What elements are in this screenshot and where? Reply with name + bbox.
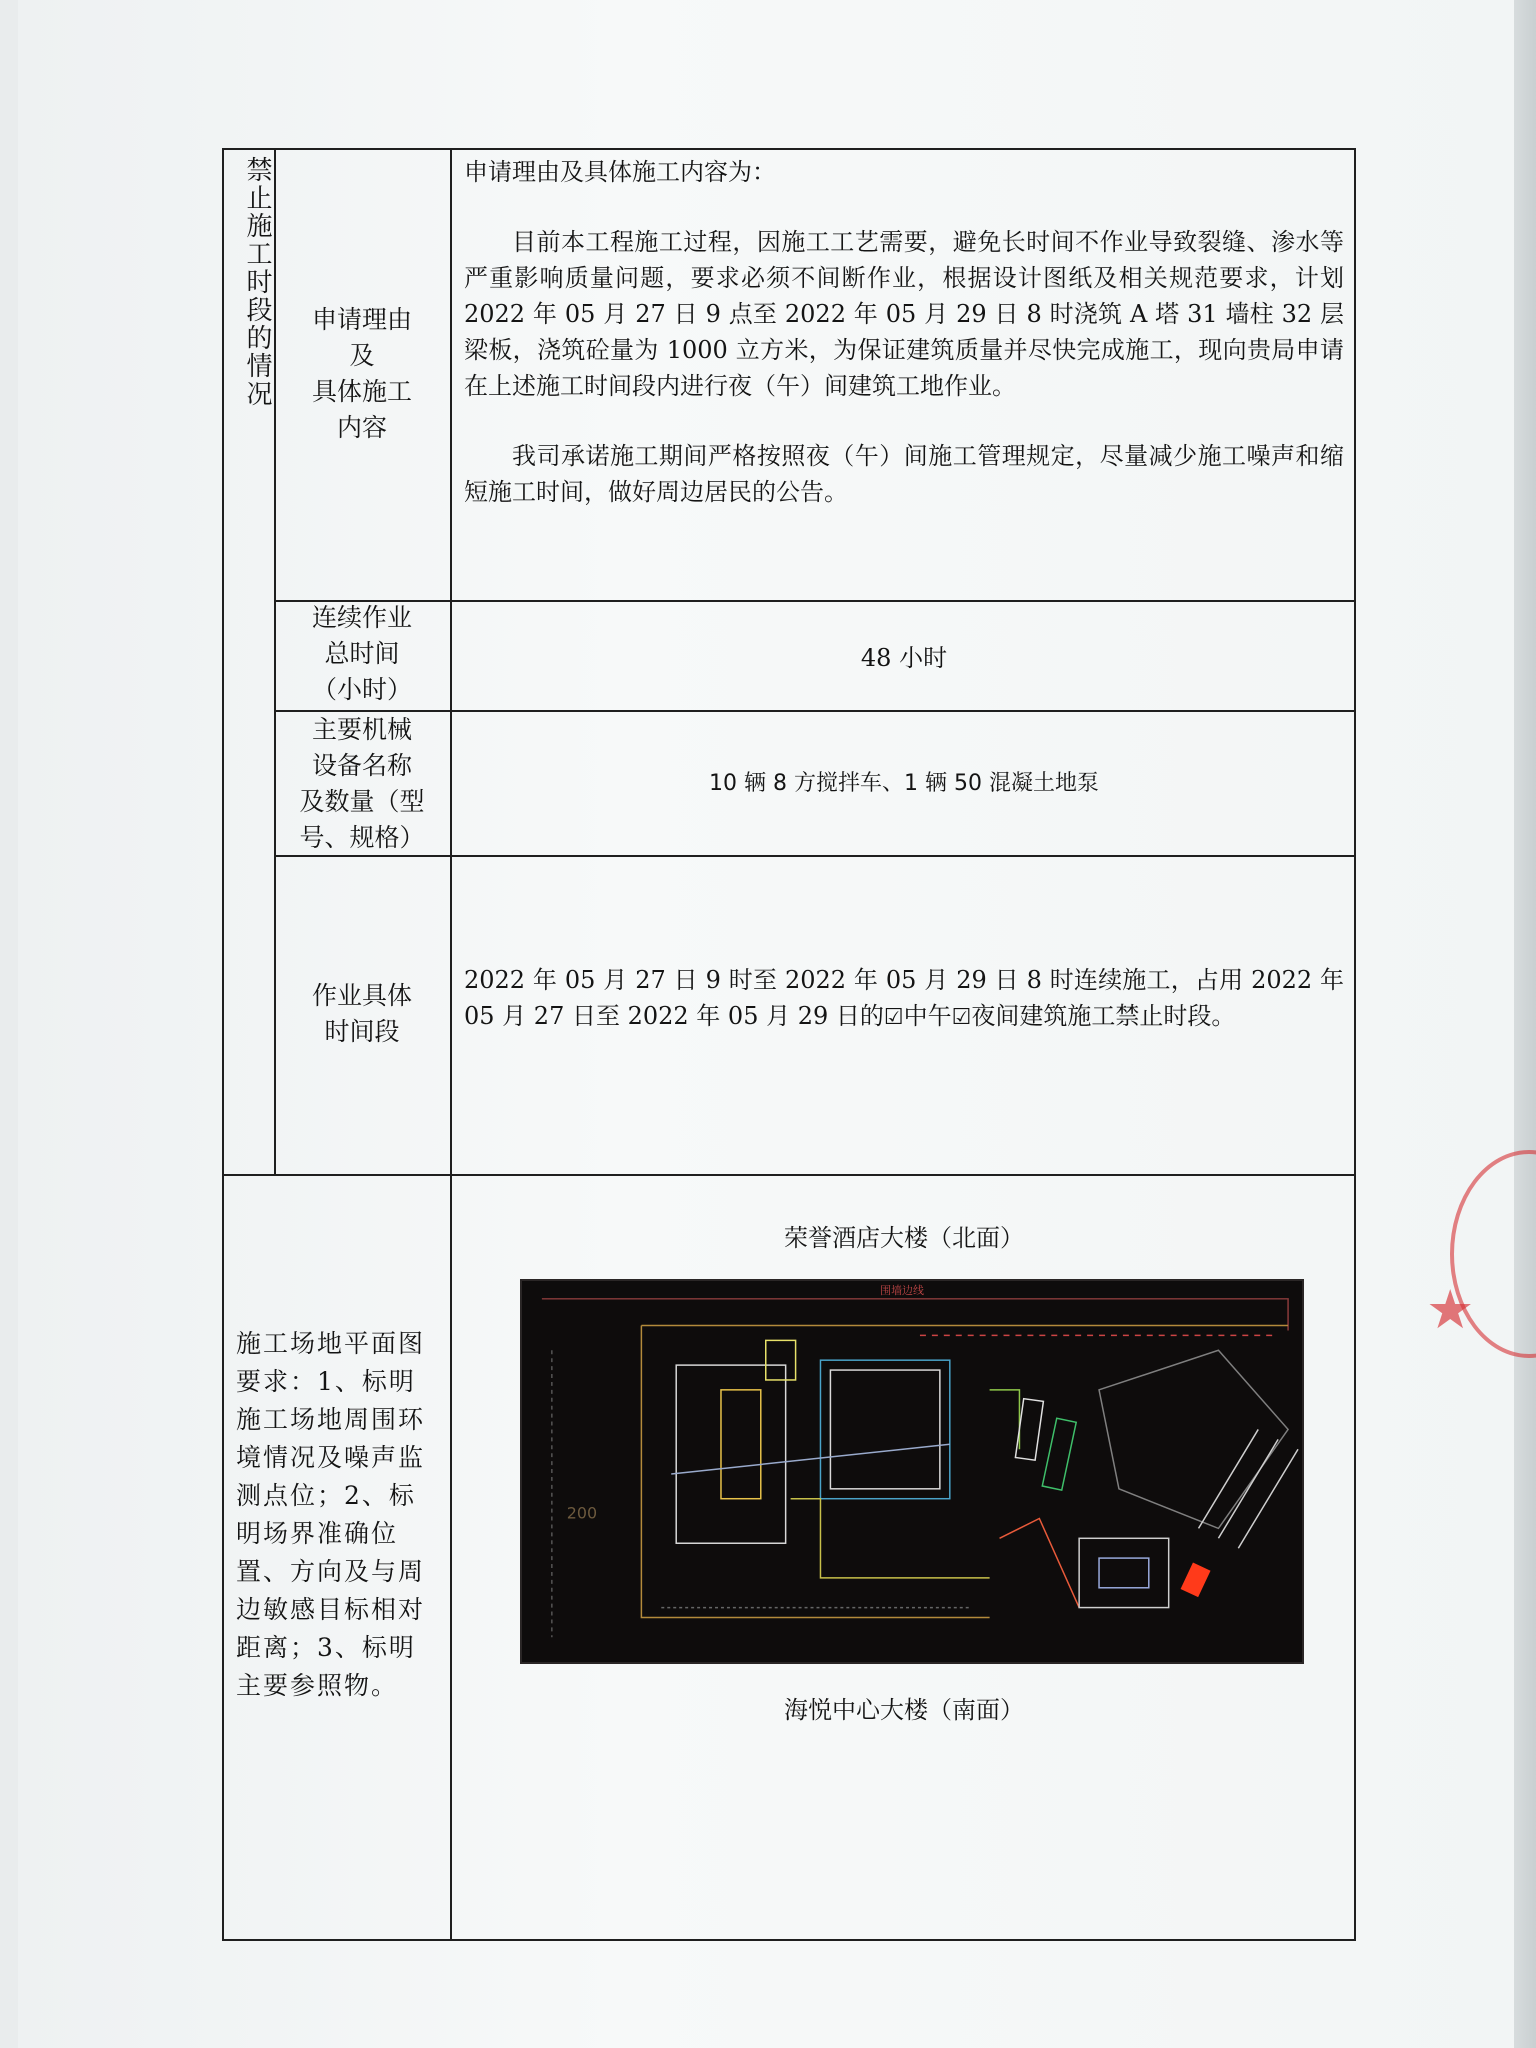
- period-label: 作业具体 时间段: [311, 981, 412, 1046]
- building-a-core: [721, 1390, 761, 1499]
- drawing-top-label: 围墙边线: [880, 1283, 924, 1297]
- building-b: [830, 1370, 939, 1489]
- period-value: [464, 962, 1344, 1036]
- seal-star-icon: ★: [1426, 1278, 1475, 1341]
- paper-edge: [1514, 0, 1536, 2048]
- building-a: [676, 1365, 785, 1543]
- site-plan-title: 施工场地平面图: [236, 1329, 426, 1358]
- site-plan-cell: [452, 1176, 1356, 1941]
- site-plan-drawing: [520, 1279, 1304, 1664]
- checkbox-night-checked-icon[interactable]: ☑: [951, 1005, 972, 1030]
- duration-label: 连续作业 总时间 （小时）: [311, 603, 412, 704]
- noon-option: 中午: [903, 1002, 952, 1030]
- gate-house: [1079, 1538, 1169, 1607]
- equipment-label: 主要机械 设备名称 及数量（型 号、规格）: [299, 715, 425, 852]
- period-text: 2022 年 05 月 27 日 9 时至 2022 年 05 月 29 日 8 时连续施工，占用 2022 年 05 月 27 日至 2022 年 05 月 29 日的: [464, 966, 1344, 1030]
- night-option: 夜间建筑施工禁止时段。: [971, 1002, 1236, 1030]
- site-plan-requirements: 要求：1、标明施工场地周围环境情况及噪声监测点位；2、标明场界准确位置、方向及与周边敏感目标相对距离；3、标明主要参照物。: [236, 1367, 426, 1700]
- south-caption: 海悦中心大楼（南面）: [784, 1696, 1024, 1724]
- reason-content: [464, 154, 1344, 510]
- cad-drawing-svg: [522, 1281, 1302, 1662]
- duration-value: 48 小时: [860, 644, 948, 672]
- section-vertical-title: 禁止施工时段的情况: [242, 156, 272, 408]
- monitor-point-marker: [1182, 1564, 1210, 1597]
- site-plan-label: [236, 1325, 426, 1705]
- equipment-value: 10 辆 8 方搅拌车、1 辆 50 混凝土地泵: [709, 771, 1099, 796]
- north-caption: 荣誉酒店大楼（北面）: [784, 1224, 1024, 1252]
- reason-paragraph-2: 我司承诺施工期间严格按照夜（午）间施工管理规定，尽量减少施工噪声和缩短施工时间，做好周边居民的公告。: [464, 442, 1344, 506]
- reason-heading: 申请理由及具体施工内容为：: [464, 158, 776, 186]
- drawing-side-label: 200: [566, 1503, 598, 1523]
- reason-paragraph-1: 目前本工程施工过程，因施工工艺需要，避免长时间不作业导致裂缝、渗水等严重影响质量问题，要求必须不间断作业，根据设计图纸及相关规范要求，计划 2022 年 05 月 27 日 9 点至 2022 年 05 月 29 日 8 时浇筑 A 塔 31 墙柱 32 层梁板，浇筑砼量为 1000 立方米，为保证建筑质量并尽快完成施工，现向贵局申请在上述施工时间段内进行夜（午）间建筑工地作业。: [464, 228, 1344, 400]
- adjacent-building: [1099, 1350, 1288, 1528]
- checkbox-noon-checked-icon[interactable]: ☑: [883, 1005, 904, 1030]
- application-form-table: [222, 148, 1356, 1941]
- reason-label: 申请理由 及 具体施工 内容: [311, 305, 412, 442]
